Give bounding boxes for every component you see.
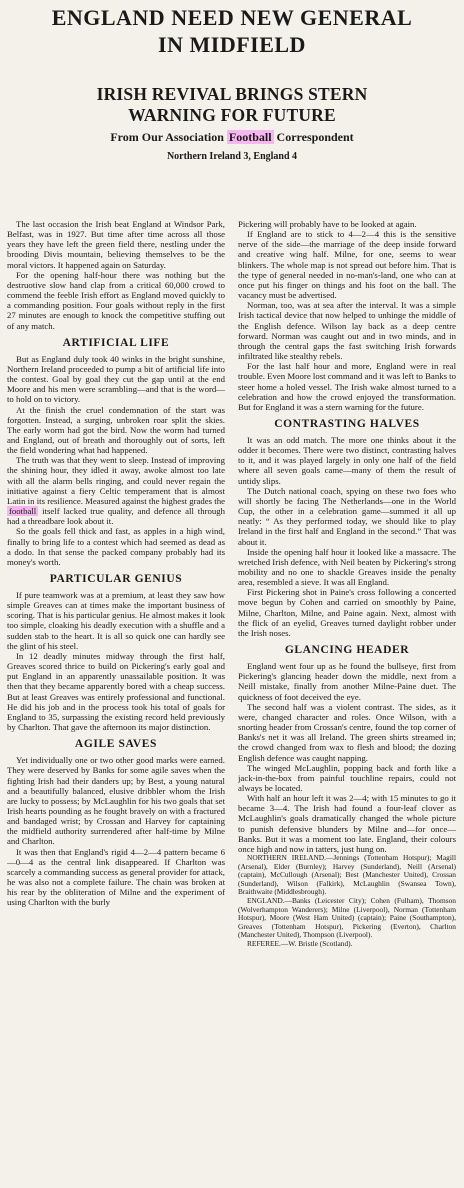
- paragraph-text: The truth was that they went to sleep. Instead of improving the shining hour, they idled it away, awoke almost too late with all the alarm bells ringing, and could never regain the initiative against a fiery Celtic temperament that is almost Latin in its resilience. Measured against the highest grades the: [7, 455, 225, 506]
- paragraph: If England are to stick to 4—2—4 this is the sensitive nerve of the side—the marriage of the deep inside forward and creative wing half. Milne, for one, seems to wear blinkers. The whole map is not spread out before him. That is the type of general needed in no-man's-land, one who can at once put his finger on things and his foot on the ball. The vacancy must be advertised.: [238, 229, 456, 301]
- paragraph: With half an hour left it was 2—4; with 15 minutes to go it became 3—4. The Irish had found a four-leaf clover as McLaughlin's goals dramatically changed the whole picture to punish defensive blunders by Milne and—for once—Banks. But it was a moment too late. England, their colours once high and now in tatters, just hung on.: [238, 793, 456, 854]
- paragraph-with-highlight: [7, 455, 225, 526]
- paragraph: The last occasion the Irish beat England at Windsor Park, Belfast, was in 1927. But time after time across all those years they have left the green field there, nestling under the brooding Divis mountain, believing themselves to be the moral victors. It happened again on Saturday.: [7, 219, 225, 270]
- sub-headline: [0, 84, 464, 126]
- paragraph: So the goals fell thick and fast, as apples in a high wind, finally to bring life to a contest which had seemed as dead as a dodo. In that sense the packed company probably had its money's worth.: [7, 526, 225, 567]
- byline-highlight: Football: [228, 130, 272, 144]
- section-heading-artificial-life: ARTIFICIAL LIFE: [62, 336, 170, 349]
- paragraph-text: itself lacked true quality, and defence all through had a threadbare look about it.: [7, 506, 225, 527]
- paragraph: Norman, too, was at sea after the interval. It was a simple Irish tactical device that now helped to unhinge the middle of the English defence. Wilson lay back as a deep centre forward. Norman was caught out and in two minds, and in through the central gaps the fast switching Irish forwards infiltrated like stealthy rebels.: [238, 300, 456, 362]
- paragraph: For the last half hour and more, England were in real trouble. Even Moore lost command and it was left to Banks to steer home a holed vessel. The Irish wake almost turned to a celebration and how the crowd enjoyed the transformation. But for England it was a stern warning for the future.: [238, 361, 456, 412]
- paragraph: At the finish the cruel condemnation of the start was forgotten. Instead, a surging, unbroken roar split the skies. The early worm had got the bird. Now the worm had turned and England, out of breath and thoroughly out of sorts, left the field wondering what had happened.: [7, 404, 225, 456]
- main-headline: [0, 4, 464, 58]
- paragraph: The second half was a violent contrast. The sides, as it were, changed character and roles. Once Wilson, with a snorting header from Crossan's centre, found the top corner of Banks's net it was all Ireland. The green shirts streamed in; the crowd changed from wax to flesh and blood; the dozing English defence was caught napping.: [238, 701, 456, 763]
- paragraph: In 12 deadly minutes midway through the first half, Greaves scored thrice to build on Pickering's early goal and put England in an apparently unassailable position. It was then that they became apparently bored with a cheap success. But at least Greaves was entirely professional and functional. He did his job and in the process took his total of goals for England to 35, surpassing the existing record held previously by Charlton. That gave the afternoon its major distinction.: [7, 650, 225, 733]
- team-list-northern-ireland: NORTHERN IRELAND.—Jennings (Tottenham Hotspur); Magill (Arsenal), Elder (Burnley); Harvey (Sunderland), Neill (Arsenal) (captain), McCullough (Arsenal); Best (Manchester United), Crossan (Sunderland), Wilson (Falkirk), McLaughlin (Swansea Town), Braithwaite (Middlesbrough).: [238, 853, 456, 897]
- paragraph: Yet individually one or two other good marks were earned. They were deserved by Banks for some agile saves when the fighting Irish had their danders up; by Best, a young natural and a beautifully balanced, elusive dribbler whom the Irish are lucky to possess; by McLaughlin for his two goals that set Irish hearts pounding as he fought bravely on with a fractured and bandaged wrist; by Crossan and Harvey for captaining the midfield authority surrendered after half-time by Milne and Charlton.: [7, 755, 225, 847]
- paragraph: First Pickering shot in Paine's cross following a concerted move begun by Cohen and carried on smoothly by Paine, Milne, Charlton, Milne, and Paine again. Next, almost with the flick of an eyelid, Greaves turned daylight robber under the Irish noses.: [238, 587, 456, 638]
- section-heading-contrasting-halves: CONTRASTING HALVES: [274, 417, 420, 430]
- paragraph: It was then that England's rigid 4—2—4 pattern became 6—0—4 as the central link disappeared. If Charlton was scarcely a commanding success as general provider for attack, he was also not a complete failure. The chain was broken at his rear by the obliteration of Milne and the experiment of using Charlton with the burly: [7, 846, 225, 908]
- paragraph: The Dutch national coach, spying on these two foes who will shortly be facing The Netherlands—one in the World Cup, the other in a celebration game—summed it all up neatly: “ As they performed today, we should like to play Ireland in the first half and England in the second.” That was about it.: [238, 485, 456, 547]
- paragraph: For the opening half-hour there was nothing but the destruotive slow hand clap from a critical 60,000 crowd to commend the feeble Irish effort as England moved quickly to a commanding position. Four goals without reply in the first 27 minutes are enough to knock the competitive stuffing out of any match.: [7, 269, 225, 331]
- section-heading-agile-saves: AGILE SAVES: [74, 738, 158, 751]
- subheadline-line-1: IRISH REVIVAL BRINGS STERN: [96, 84, 368, 104]
- paragraph: But as England duly took 40 winks in the bright sunshine, Northern Ireland proceeded to pump a bit of artificial life into the contest. Goal by goal they cut the gap until at the end Moore and his men were scrambling—and that is the word—to hold on to victory.: [7, 353, 225, 405]
- paragraph: Inside the opening half hour it looked like a massacre. The wretched Irish defence, with Neil beaten by Pickering's strong mobility and no one to shackle Greaves inside the penalty area, resembled a sieve. It was all England.: [238, 546, 456, 588]
- paragraph: The winged McLaughlin, popping back and forth like a jack-in-the-box from painful touchline repairs, could not always be located.: [238, 762, 456, 793]
- byline-prefix: From Our Association: [110, 130, 224, 144]
- subheadline-line-2: WARNING FOR FUTURE: [128, 105, 336, 125]
- paragraph: Pickering will probably have to be looked at again.: [238, 219, 417, 229]
- headline-line-1: ENGLAND NEED NEW GENERAL: [51, 5, 413, 30]
- paragraph: It was an odd match. The more one thinks about it the odder it becomes. There were two distinct, contrasting halves to it, and it was played largely in only one half of the field where all seven goals came—many of them the result of untidy slips.: [238, 434, 456, 486]
- byline: [0, 129, 464, 145]
- byline-suffix: Correspondent: [276, 130, 354, 144]
- referee-line: REFEREE.—W. Bristle (Scotland).: [247, 939, 353, 948]
- right-column: [238, 219, 456, 1181]
- paragraph: If pure teamwork was at a premium, at least they saw how simple Greaves can at times make the important business of scoring. That is his particular genius. He almost makes it look too simple, cloaking his deadly execution with a shuffle and a sudden stab to the heart. It is all so quick one can hardly see the glint of his steel.: [7, 590, 225, 651]
- paragraph: England went four up as he found the bullseye, first from Pickering's glancing header down the middle, next from a Neill mistake, finally from another Milne-Paine duet. The quickness of foot deceived the eye.: [238, 661, 456, 702]
- left-column: [7, 219, 225, 1181]
- team-list-england: ENGLAND.—Banks (Leicester City); Cohen (Fulham), Thomson (Wolverhampton Wanderers); Milne (Liverpool), Norman (Tottenham Hotspur), Moore (West Ham United) (captain); Paine (Southampton), Greaves (Tottenham Hotspur), Pickering (Everton), Charlton (Manchester United), Thompson (Liverpool).: [238, 896, 456, 940]
- section-heading-glancing-header: GLANCING HEADER: [284, 644, 410, 657]
- match-score: Northern Ireland 3, England 4: [166, 151, 298, 162]
- highlighted-word: football: [9, 506, 37, 517]
- section-heading-particular-genius: PARTICULAR GENIUS: [49, 573, 183, 585]
- headline-line-2: IN MIDFIELD: [158, 32, 306, 57]
- article-body: [7, 219, 459, 1181]
